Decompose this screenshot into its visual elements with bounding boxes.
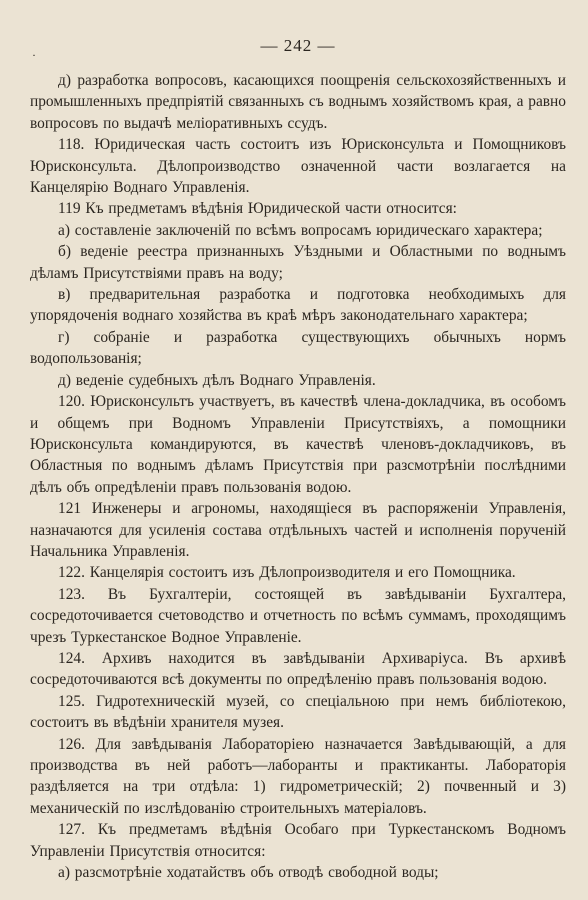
paragraph: 121 Инженеры и агрономы, находящіеся въ распоряженіи Управленія, назначаются для усиленія состава отдѣльныхъ частей и исполненія порученій Начальника Управленія. (30, 500, 566, 560)
paragraph: 122. Канцелярія состоитъ изъ Дѣлопроизводителя и его Помощника. (58, 564, 516, 582)
paragraph: 120. Юрисконсультъ участвуетъ, въ качествѣ члена-докладчика, въ особомъ и общемъ при Водномъ Управленіи Присутствіяхъ, а помощники Юрисконсульта командируются, въ качествѣ членовъ-докладчиковъ, въ Областныя по воднымъ дѣламъ Присутствія при разсмотрѣніи послѣдними дѣлъ объ опредѣленіи правъ пользованія водою. (30, 393, 566, 496)
paragraph: 118. Юридическая часть состоитъ изъ Юрисконсульта и Помощниковъ Юрисконсульта. Дѣлопроизводство означенной части возлагается на Канцелярію Воднаго Управленія. (30, 136, 566, 197)
paragraph: 126. Для завѣдыванія Лабораторіею назначается Завѣдывающій, а для производства въ ней работъ—лаборанты и практиканты. Лабораторія раздѣляется на три отдѣла: 1) гидрометрическій; 2) почвенный и 3) механическій по изслѣдованію строительныхъ матеріаловъ. (30, 735, 566, 817)
paragraph: 127. Къ предметамъ вѣдѣнія Особаго при Туркестанскомъ Водномъ Управленіи Присутствія относится: (30, 821, 566, 860)
paragraph: г) собраніе и разработка существующихъ обычныхъ нормъ водопользованія; (30, 328, 566, 368)
paragraph: в) предварительная разработка и подготовка необходимыхъ для упорядоченія воднаго хозяйства въ краѣ мѣръ законодательнаго характера; (30, 286, 566, 325)
margin-mark: · (32, 48, 36, 62)
paragraph: б) веденіе реестра признанныхъ Уѣздными и Областными по воднымъ дѣламъ Присутствіями правъ на воду; (30, 243, 566, 282)
paragraph: а) составленіе заключеній по всѣмъ вопросамъ юридическаго характера; (58, 221, 543, 239)
paragraph: 123. Въ Бухгалтеріи, состоящей въ завѣдываніи Бухгалтера, сосредоточивается счетоводство и отчетность по всѣмъ суммамъ, проходящимъ чрезъ Туркестанское Водное Управленіе. (30, 585, 566, 646)
paragraph: 124. Архивъ находится въ завѣдываніи Архиваріуса. Въ архивѣ сосредоточиваются всѣ документы по опредѣленію правъ пользованія водою. (30, 649, 566, 689)
document-body (30, 70, 566, 883)
page-number: — 242 — (260, 36, 336, 55)
paragraph: д) разработка вопросовъ, касающихся поощренія сельскохозяйственныхъ и промышленныхъ предпріятій связанныхъ съ воднымъ хозяйствомъ края, а равно вопросовъ по выдачѣ меліоративныхъ ссудъ. (30, 72, 566, 132)
paragraph: а) разсмотрѣніе ходатайствъ объ отводѣ свободной воды; (58, 864, 439, 882)
paragraph: 125. Гидротехническій музей, со спеціальною при немъ библіотекою, состоитъ въ вѣдѣніи хранителя музея. (30, 692, 566, 732)
paragraph: д) веденіе судебныхъ дѣлъ Воднаго Управленія. (58, 371, 376, 389)
paragraph: 119 Къ предметамъ вѣдѣнія Юридической части относится: (58, 200, 457, 218)
